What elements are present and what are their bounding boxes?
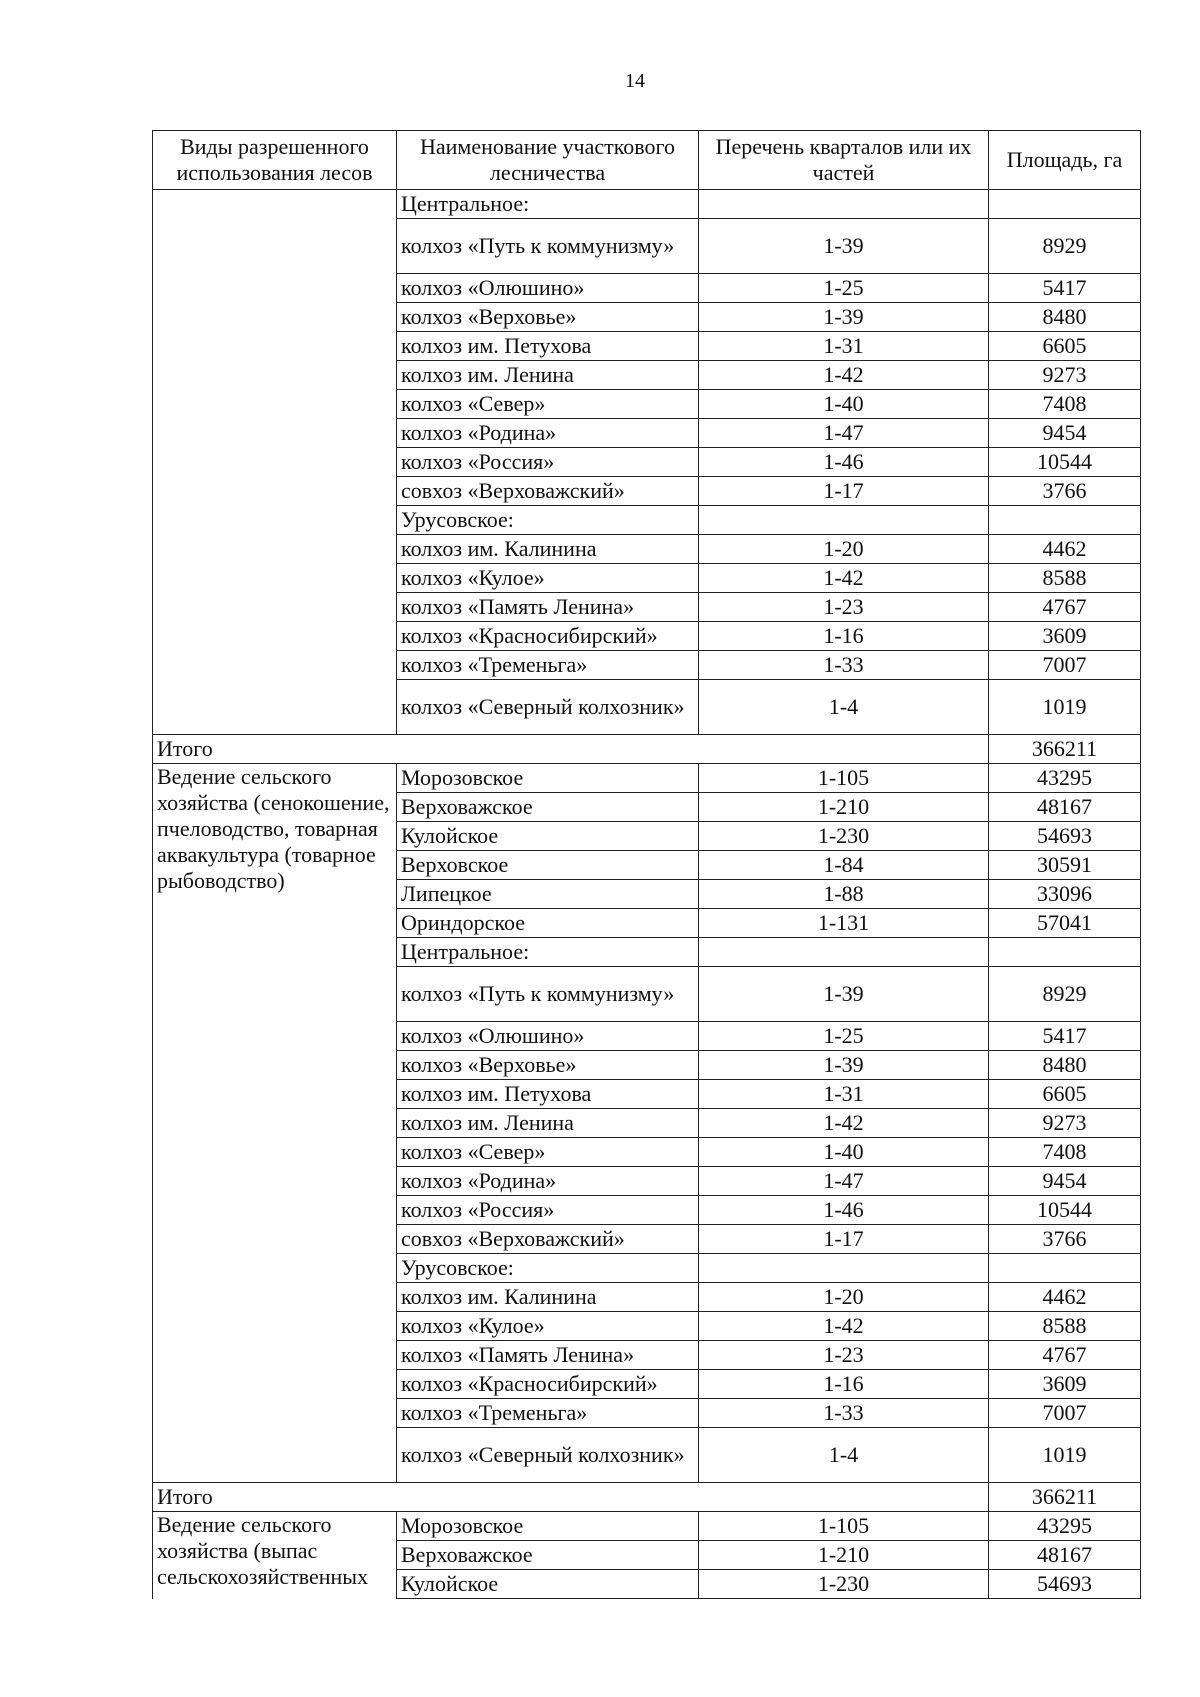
quarters-cell: 1-33 xyxy=(699,651,989,680)
table-row xyxy=(153,1512,1141,1541)
area-cell xyxy=(989,190,1141,219)
area-cell: 48167 xyxy=(989,1541,1141,1570)
area-cell: 8480 xyxy=(989,1051,1141,1080)
total-value: 366211 xyxy=(989,735,1141,764)
quarters-cell: 1-42 xyxy=(699,1312,989,1341)
forestry-name-cell: колхоз им. Калинина xyxy=(397,1283,699,1312)
quarters-cell: 1-47 xyxy=(699,419,989,448)
area-cell: 3609 xyxy=(989,1370,1141,1399)
area-cell: 5417 xyxy=(989,274,1141,303)
forestry-name-cell: Кулойское xyxy=(397,1570,699,1599)
area-cell: 9273 xyxy=(989,1109,1141,1138)
forestry-name-cell: Центральное: xyxy=(397,938,699,967)
table-row xyxy=(153,764,1141,793)
forestry-name-cell: колхоз «Память Ленина» xyxy=(397,593,699,622)
area-cell: 54693 xyxy=(989,1570,1141,1599)
quarters-cell: 1-42 xyxy=(699,564,989,593)
quarters-cell: 1-40 xyxy=(699,1138,989,1167)
forestry-name-cell: Верховажское xyxy=(397,1541,699,1570)
forestry-name-cell: колхоз «Кулое» xyxy=(397,564,699,593)
forestry-name-cell: колхоз «Олюшино» xyxy=(397,1022,699,1051)
forestry-name-cell: колхоз «Родина» xyxy=(397,419,699,448)
header-forestry-name: Наименование участкового лесничества xyxy=(397,131,699,190)
forestry-name-cell: колхоз «Путь к коммунизму» xyxy=(397,219,699,274)
area-cell: 4462 xyxy=(989,1283,1141,1312)
forestry-name-cell: колхоз «Красносибирский» xyxy=(397,622,699,651)
quarters-cell: 1-4 xyxy=(699,680,989,735)
area-cell xyxy=(989,506,1141,535)
forestry-name-cell: Верховажское xyxy=(397,793,699,822)
quarters-cell xyxy=(699,1254,989,1283)
quarters-cell: 1-25 xyxy=(699,274,989,303)
area-cell: 4767 xyxy=(989,593,1141,622)
forestry-name-cell: колхоз им. Ленина xyxy=(397,1109,699,1138)
page-number: 14 xyxy=(625,70,645,92)
area-cell: 8929 xyxy=(989,967,1141,1022)
area-cell xyxy=(989,938,1141,967)
forestry-name-cell: колхоз им. Петухова xyxy=(397,332,699,361)
quarters-cell: 1-84 xyxy=(699,851,989,880)
forestry-name-cell: колхоз «Северный колхозник» xyxy=(397,680,699,735)
forestry-name-cell: колхоз им. Калинина xyxy=(397,535,699,564)
forest-use-table xyxy=(152,130,1141,1599)
area-cell: 4462 xyxy=(989,535,1141,564)
area-cell: 10544 xyxy=(989,1196,1141,1225)
quarters-cell: 1-25 xyxy=(699,1022,989,1051)
forestry-name-cell: совхоз «Верховажский» xyxy=(397,477,699,506)
quarters-cell xyxy=(699,938,989,967)
area-cell: 7007 xyxy=(989,651,1141,680)
forestry-name-cell: колхоз «Верховье» xyxy=(397,1051,699,1080)
forestry-name-cell: Морозовское xyxy=(397,764,699,793)
forestry-name-cell: колхоз им. Петухова xyxy=(397,1080,699,1109)
quarters-cell: 1-31 xyxy=(699,1080,989,1109)
area-cell: 30591 xyxy=(989,851,1141,880)
quarters-cell: 1-47 xyxy=(699,1167,989,1196)
area-cell: 8588 xyxy=(989,1312,1141,1341)
use-type-cell: Ведение сельского хозяйства (сенокошение, пчеловодство, товарная аквакультура (товарное рыбоводство) xyxy=(153,764,397,1483)
quarters-cell: 1-131 xyxy=(699,909,989,938)
quarters-cell: 1-42 xyxy=(699,1109,989,1138)
quarters-cell: 1-39 xyxy=(699,219,989,274)
area-cell: 3766 xyxy=(989,477,1141,506)
quarters-cell: 1-210 xyxy=(699,793,989,822)
area-cell: 1019 xyxy=(989,1428,1141,1483)
area-cell: 1019 xyxy=(989,680,1141,735)
quarters-cell xyxy=(699,190,989,219)
forestry-name-cell: Кулойское xyxy=(397,822,699,851)
quarters-cell: 1-23 xyxy=(699,1341,989,1370)
area-cell xyxy=(989,1254,1141,1283)
forestry-name-cell: колхоз «Север» xyxy=(397,390,699,419)
total-row xyxy=(153,735,1141,764)
quarters-cell: 1-23 xyxy=(699,593,989,622)
area-cell: 9454 xyxy=(989,1167,1141,1196)
forestry-name-cell: Морозовское xyxy=(397,1512,699,1541)
area-cell: 7408 xyxy=(989,1138,1141,1167)
forestry-name-cell: Ориндорское xyxy=(397,909,699,938)
quarters-cell: 1-20 xyxy=(699,1283,989,1312)
forestry-name-cell: колхоз «Память Ленина» xyxy=(397,1341,699,1370)
area-cell: 4767 xyxy=(989,1341,1141,1370)
quarters-cell: 1-4 xyxy=(699,1428,989,1483)
table-header-row xyxy=(153,131,1141,190)
total-label: Итого xyxy=(153,735,989,764)
forestry-name-cell: колхоз «Северный колхозник» xyxy=(397,1428,699,1483)
area-cell: 3609 xyxy=(989,622,1141,651)
quarters-cell: 1-16 xyxy=(699,1370,989,1399)
total-label: Итого xyxy=(153,1483,989,1512)
forestry-name-cell: колхоз «Россия» xyxy=(397,448,699,477)
forestry-name-cell: Урусовское: xyxy=(397,506,699,535)
area-cell: 33096 xyxy=(989,880,1141,909)
forestry-name-cell: совхоз «Верховажский» xyxy=(397,1225,699,1254)
area-cell: 9273 xyxy=(989,361,1141,390)
quarters-cell: 1-230 xyxy=(699,1570,989,1599)
forestry-name-cell: Урусовское: xyxy=(397,1254,699,1283)
quarters-cell xyxy=(699,506,989,535)
forestry-name-cell: колхоз им. Ленина xyxy=(397,361,699,390)
forestry-name-cell: колхоз «Север» xyxy=(397,1138,699,1167)
quarters-cell: 1-33 xyxy=(699,1399,989,1428)
quarters-cell: 1-105 xyxy=(699,1512,989,1541)
area-cell: 8480 xyxy=(989,303,1141,332)
quarters-cell: 1-210 xyxy=(699,1541,989,1570)
header-use-type: Виды разрешенного использования лесов xyxy=(153,131,397,190)
forestry-name-cell: колхоз «Россия» xyxy=(397,1196,699,1225)
area-cell: 57041 xyxy=(989,909,1141,938)
header-area: Площадь, га xyxy=(989,131,1141,190)
forestry-name-cell: колхоз «Путь к коммунизму» xyxy=(397,967,699,1022)
quarters-cell: 1-40 xyxy=(699,390,989,419)
forestry-name-cell: колхоз «Кулое» xyxy=(397,1312,699,1341)
area-cell: 9454 xyxy=(989,419,1141,448)
forestry-name-cell: Верховское xyxy=(397,851,699,880)
area-cell: 8929 xyxy=(989,219,1141,274)
area-cell: 7408 xyxy=(989,390,1141,419)
area-cell: 43295 xyxy=(989,764,1141,793)
quarters-cell: 1-17 xyxy=(699,1225,989,1254)
forestry-name-cell: колхоз «Верховье» xyxy=(397,303,699,332)
quarters-cell: 1-17 xyxy=(699,477,989,506)
forestry-name-cell: колхоз «Родина» xyxy=(397,1167,699,1196)
area-cell: 10544 xyxy=(989,448,1141,477)
quarters-cell: 1-230 xyxy=(699,822,989,851)
area-cell: 54693 xyxy=(989,822,1141,851)
area-cell: 8588 xyxy=(989,564,1141,593)
quarters-cell: 1-105 xyxy=(699,764,989,793)
use-type-cell: Ведение сельского хозяйства (выпас сельскохозяйственных xyxy=(153,1512,397,1599)
forestry-name-cell: колхоз «Тременьга» xyxy=(397,1399,699,1428)
quarters-cell: 1-39 xyxy=(699,967,989,1022)
quarters-cell: 1-20 xyxy=(699,535,989,564)
quarters-cell: 1-42 xyxy=(699,361,989,390)
area-cell: 48167 xyxy=(989,793,1141,822)
total-row xyxy=(153,1483,1141,1512)
table-row xyxy=(153,190,1141,219)
forestry-name-cell: Центральное: xyxy=(397,190,699,219)
quarters-cell: 1-46 xyxy=(699,448,989,477)
table-body xyxy=(153,190,1141,1599)
forestry-name-cell: колхоз «Тременьга» xyxy=(397,651,699,680)
area-cell: 6605 xyxy=(989,332,1141,361)
quarters-cell: 1-46 xyxy=(699,1196,989,1225)
forestry-name-cell: колхоз «Красносибирский» xyxy=(397,1370,699,1399)
forestry-name-cell: Липецкое xyxy=(397,880,699,909)
quarters-cell: 1-39 xyxy=(699,303,989,332)
quarters-cell: 1-39 xyxy=(699,1051,989,1080)
header-quarters: Перечень кварталов или их частей xyxy=(699,131,989,190)
area-cell: 7007 xyxy=(989,1399,1141,1428)
quarters-cell: 1-31 xyxy=(699,332,989,361)
forestry-name-cell: колхоз «Олюшино» xyxy=(397,274,699,303)
area-cell: 5417 xyxy=(989,1022,1141,1051)
total-value: 366211 xyxy=(989,1483,1141,1512)
area-cell: 6605 xyxy=(989,1080,1141,1109)
use-type-cell xyxy=(153,190,397,735)
area-cell: 43295 xyxy=(989,1512,1141,1541)
quarters-cell: 1-16 xyxy=(699,622,989,651)
quarters-cell: 1-88 xyxy=(699,880,989,909)
area-cell: 3766 xyxy=(989,1225,1141,1254)
